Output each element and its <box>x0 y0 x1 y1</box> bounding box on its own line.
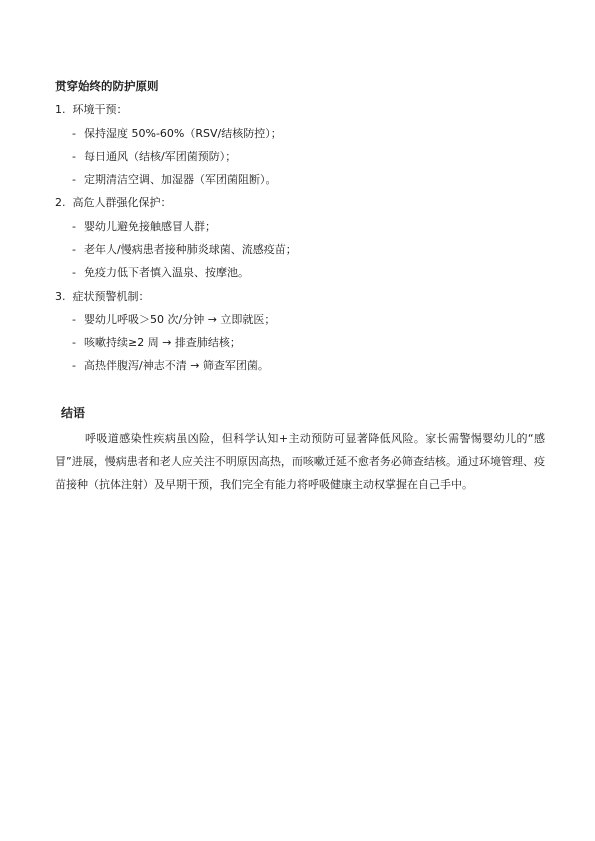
sub-item-text: 婴幼儿避免接触感冒人群； <box>84 220 216 233</box>
dash-bullet: - <box>72 266 76 279</box>
list-label: 症状预警机制： <box>72 290 150 303</box>
sub-item <box>72 218 216 234</box>
list-item-high-risk <box>55 194 172 210</box>
sub-item-text: 定期清洁空调、加湿器（军团菌阻断）。 <box>84 173 277 186</box>
sub-item <box>72 357 269 373</box>
dash-bullet: - <box>72 150 76 163</box>
dash-bullet: - <box>72 313 76 326</box>
sub-item-text: 每日通风（结核/军团菌预防）； <box>84 150 237 163</box>
sub-item-text: 婴幼儿呼吸＞50 次/分钟 → 立即就医； <box>84 313 276 326</box>
dash-bullet: - <box>72 336 76 349</box>
sub-item-text: 保持湿度 50%-60%（RSV/结核防控）； <box>84 127 282 140</box>
sub-item <box>72 241 297 257</box>
conclusion-paragraph: 呼吸道感染性疾病虽凶险，但科学认知+主动预防可显著降低风险。家长需警惕婴幼儿的“感冒”进展，慢病患者和老人应关注不明原因高热，而咳嗽迁延不愈者务必筛查结核。通过环境管理、疫苗接种（抗体注射）及早期干预，我们完全有能力将呼吸健康主动权掌握在自己手中。 <box>55 432 545 491</box>
sub-item-text: 老年人/慢病患者接种肺炎球菌、流感疫苗； <box>84 243 297 256</box>
sub-item-text: 高热伴腹泻/神志不清 → 筛查军团菌。 <box>84 359 269 372</box>
list-label: 高危人群强化保护： <box>72 196 172 209</box>
sub-item <box>72 148 236 164</box>
dash-bullet: - <box>72 220 76 233</box>
list-number: 3. <box>55 290 66 303</box>
dash-bullet: - <box>72 359 76 372</box>
list-number: 1. <box>55 103 66 116</box>
list-item-environment <box>55 101 128 117</box>
sub-item <box>72 171 277 187</box>
sub-item <box>72 334 241 350</box>
dash-bullet: - <box>72 243 76 256</box>
list-number: 2. <box>55 196 66 209</box>
sub-item-text: 免疫力低下者慎入温泉、按摩池。 <box>84 266 249 279</box>
dash-bullet: - <box>72 173 76 186</box>
list-label: 环境干预： <box>72 103 128 116</box>
conclusion-heading: 结语 <box>61 406 86 420</box>
sub-item <box>72 311 275 327</box>
dash-bullet: - <box>72 127 76 140</box>
section-heading: 贯穿始终的防护原则 <box>55 79 159 93</box>
sub-item <box>72 264 249 280</box>
list-item-symptom-warning <box>55 288 150 304</box>
sub-item-text: 咳嗽持续≥2 周 → 排查肺结核； <box>84 336 241 349</box>
sub-item <box>72 125 282 141</box>
